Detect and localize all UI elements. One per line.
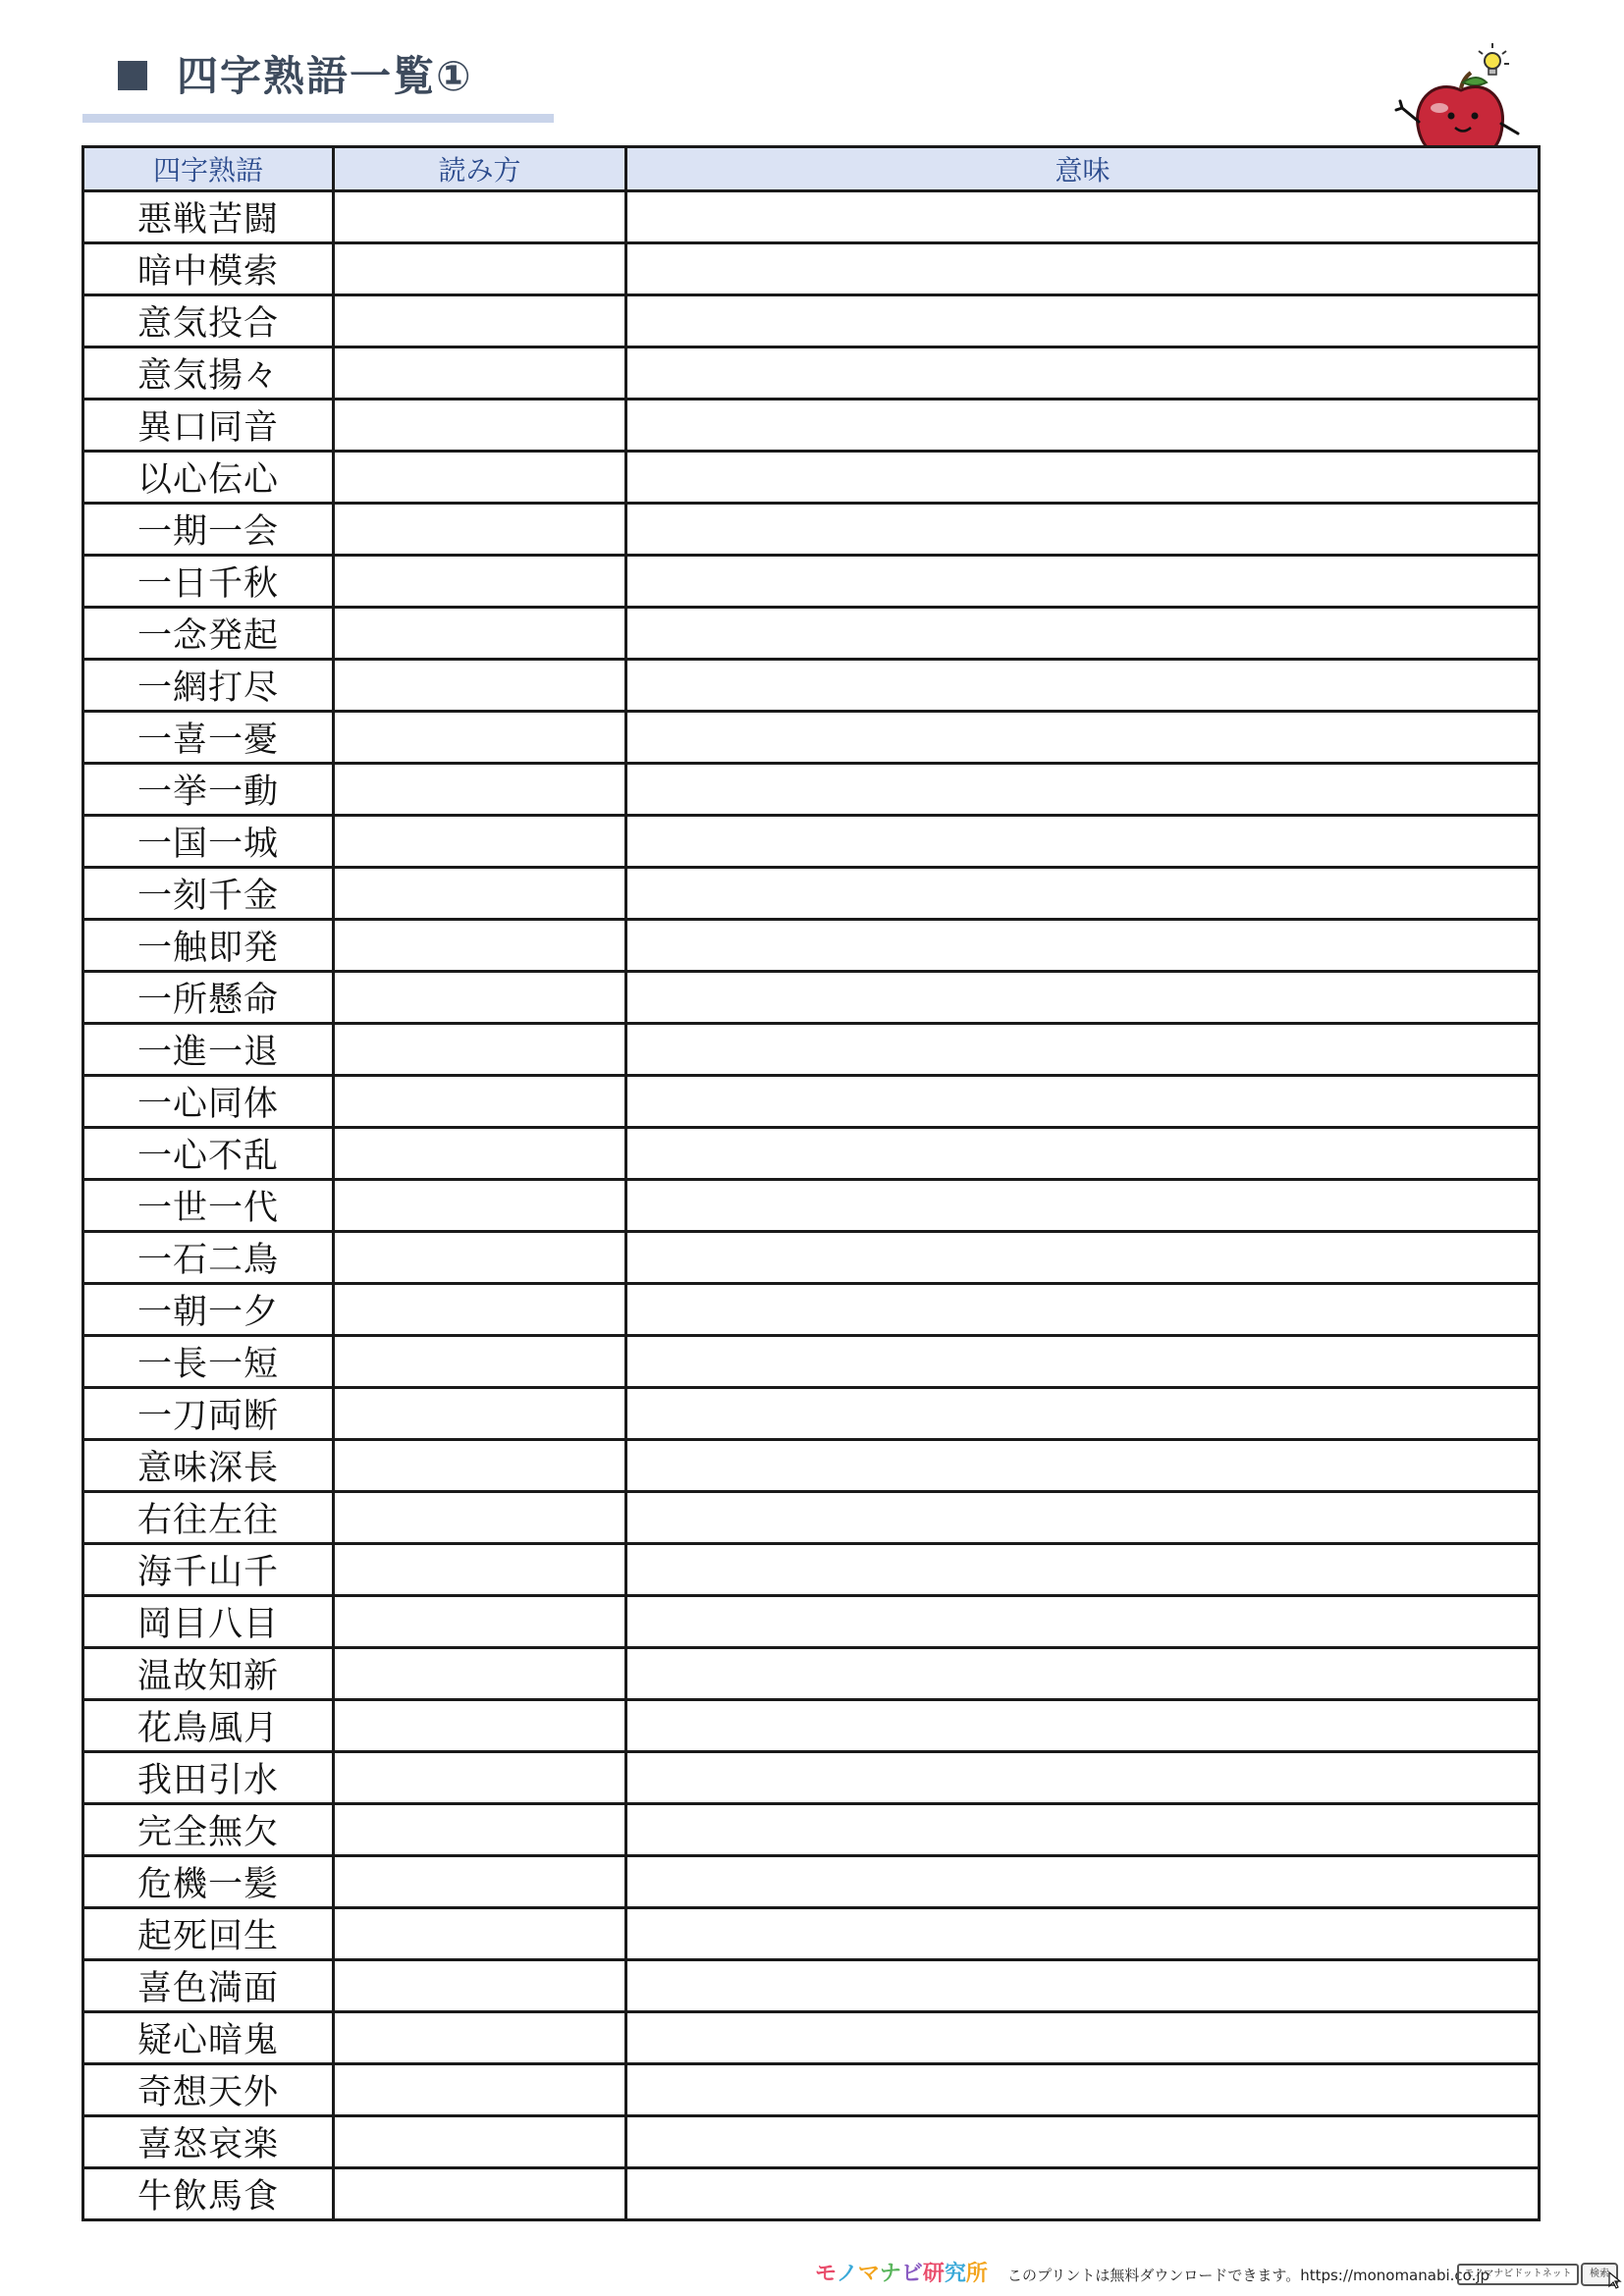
reading-cell: [334, 556, 626, 608]
mouse-cursor-icon: [1608, 2271, 1622, 2289]
table-row: [83, 243, 1540, 295]
table-row: [83, 608, 1540, 660]
table-row: [83, 295, 1540, 347]
idiom-cell: 一朝一夕: [83, 1284, 334, 1336]
idiom-cell: 牛飲馬食: [83, 2168, 334, 2220]
meaning-cell: [626, 452, 1540, 504]
table-row: [83, 400, 1540, 452]
meaning-cell: [626, 2064, 1540, 2116]
reading-cell: [334, 972, 626, 1024]
reading-cell: [334, 2116, 626, 2168]
brand-logo-char: ノ: [836, 2262, 858, 2286]
reading-cell: [334, 1804, 626, 1856]
meaning-cell: [626, 1336, 1540, 1388]
table-row: [83, 868, 1540, 920]
table-row: [83, 2064, 1540, 2116]
meaning-cell: [626, 1804, 1540, 1856]
reading-cell: [334, 920, 626, 972]
header-reading: 読み方: [334, 147, 626, 191]
meaning-cell: [626, 295, 1540, 347]
table-row: [83, 2012, 1540, 2064]
table-row: [83, 2168, 1540, 2220]
header-word: 四字熟語: [83, 147, 334, 191]
table-row: [83, 1544, 1540, 1596]
idiom-cell: 起死回生: [83, 1908, 334, 1960]
idiom-cell: 意気揚々: [83, 347, 334, 400]
idiom-cell: 一国一城: [83, 816, 334, 868]
meaning-cell: [626, 712, 1540, 764]
reading-cell: [334, 2168, 626, 2220]
table-row: [83, 1336, 1540, 1388]
reading-cell: [334, 2064, 626, 2116]
idiom-cell: 意気投合: [83, 295, 334, 347]
reading-cell: [334, 712, 626, 764]
table-row: [83, 712, 1540, 764]
table-row: [83, 1492, 1540, 1544]
reading-cell: [334, 400, 626, 452]
table-row: [83, 1232, 1540, 1284]
idiom-cell: 我田引水: [83, 1752, 334, 1804]
table-row: [83, 1440, 1540, 1492]
meaning-cell: [626, 1076, 1540, 1128]
reading-cell: [334, 1440, 626, 1492]
reading-cell: [334, 1960, 626, 2012]
meaning-cell: [626, 1440, 1540, 1492]
idiom-cell: 一日千秋: [83, 556, 334, 608]
meaning-cell: [626, 504, 1540, 556]
brand-logo: [815, 2260, 988, 2289]
page-header: [82, 49, 564, 124]
table-row: [83, 660, 1540, 712]
reading-cell: [334, 1700, 626, 1752]
meaning-cell: [626, 972, 1540, 1024]
idiom-cell: 奇想天外: [83, 2064, 334, 2116]
meaning-cell: [626, 2168, 1540, 2220]
table-row: [83, 1596, 1540, 1648]
idiom-cell: 意味深長: [83, 1440, 334, 1492]
meaning-cell: [626, 608, 1540, 660]
meaning-cell: [626, 400, 1540, 452]
meaning-cell: [626, 1960, 1540, 2012]
title-underline: [82, 114, 554, 123]
idiom-table: [81, 145, 1541, 2221]
meaning-cell: [626, 1388, 1540, 1440]
table-row: [83, 920, 1540, 972]
reading-cell: [334, 764, 626, 816]
meaning-cell: [626, 1128, 1540, 1180]
meaning-cell: [626, 660, 1540, 712]
meaning-cell: [626, 1284, 1540, 1336]
table-row: [83, 1700, 1540, 1752]
table-row: [83, 1960, 1540, 2012]
idiom-cell: 一刻千金: [83, 868, 334, 920]
table-row: [83, 972, 1540, 1024]
brand-logo-char: 所: [965, 2262, 988, 2286]
idiom-cell: 悪戦苦闘: [83, 191, 334, 243]
reading-cell: [334, 1128, 626, 1180]
reading-cell: [334, 243, 626, 295]
table-row: [83, 556, 1540, 608]
table-header-row: [83, 147, 1540, 191]
page-title: 四字熟語一覧①: [177, 52, 473, 100]
table-row: [83, 764, 1540, 816]
brand-logo-char: 究: [944, 2262, 966, 2286]
search-input[interactable]: モノマナビドットネット: [1457, 2264, 1579, 2285]
meaning-cell: [626, 347, 1540, 400]
reading-cell: [334, 1024, 626, 1076]
idiom-cell: 右往左往: [83, 1492, 334, 1544]
table-row: [83, 816, 1540, 868]
idiom-cell: 一網打尽: [83, 660, 334, 712]
idiom-cell: 喜色満面: [83, 1960, 334, 2012]
reading-cell: [334, 2012, 626, 2064]
meaning-cell: [626, 868, 1540, 920]
reading-cell: [334, 660, 626, 712]
table-row: [83, 191, 1540, 243]
search-button[interactable]: 検索: [1581, 2263, 1618, 2286]
idiom-cell: 一喜一憂: [83, 712, 334, 764]
meaning-cell: [626, 1752, 1540, 1804]
meaning-cell: [626, 2116, 1540, 2168]
reading-cell: [334, 1752, 626, 1804]
idiom-cell: 一世一代: [83, 1180, 334, 1232]
reading-cell: [334, 868, 626, 920]
idiom-cell: 完全無欠: [83, 1804, 334, 1856]
reading-cell: [334, 452, 626, 504]
header-meaning: 意味: [626, 147, 1540, 191]
reading-cell: [334, 295, 626, 347]
meaning-cell: [626, 1908, 1540, 1960]
reading-cell: [334, 1284, 626, 1336]
table-row: [83, 1804, 1540, 1856]
idiom-cell: 喜怒哀楽: [83, 2116, 334, 2168]
reading-cell: [334, 1596, 626, 1648]
idiom-cell: 岡目八目: [83, 1596, 334, 1648]
meaning-cell: [626, 1596, 1540, 1648]
brand-logo-char: ナ: [879, 2262, 901, 2286]
table-row: [83, 452, 1540, 504]
idiom-cell: 一念発起: [83, 608, 334, 660]
table-row: [83, 1076, 1540, 1128]
reading-cell: [334, 504, 626, 556]
idiom-cell: 一触即発: [83, 920, 334, 972]
reading-cell: [334, 1908, 626, 1960]
table-row: [83, 347, 1540, 400]
reading-cell: [334, 1492, 626, 1544]
meaning-cell: [626, 1492, 1540, 1544]
table-row: [83, 504, 1540, 556]
idiom-cell: 危機一髪: [83, 1856, 334, 1908]
meaning-cell: [626, 1544, 1540, 1596]
idiom-cell: 花鳥風月: [83, 1700, 334, 1752]
meaning-cell: [626, 1024, 1540, 1076]
meaning-cell: [626, 1232, 1540, 1284]
idiom-cell: 一進一退: [83, 1024, 334, 1076]
reading-cell: [334, 1856, 626, 1908]
meaning-cell: [626, 1856, 1540, 1908]
reading-cell: [334, 816, 626, 868]
table-row: [83, 1752, 1540, 1804]
meaning-cell: [626, 191, 1540, 243]
brand-logo-char: モ: [815, 2262, 837, 2286]
lightbulb-icon: [1479, 43, 1509, 75]
table-row: [83, 1648, 1540, 1700]
meaning-cell: [626, 243, 1540, 295]
idiom-cell: 一長一短: [83, 1336, 334, 1388]
meaning-cell: [626, 1648, 1540, 1700]
idiom-cell: 一挙一動: [83, 764, 334, 816]
table-row: [83, 1388, 1540, 1440]
reading-cell: [334, 1076, 626, 1128]
download-notice: このプリントは無料ダウンロードできます。https://monomanabi.co.jp: [1007, 2267, 1490, 2284]
reading-cell: [334, 1336, 626, 1388]
idiom-cell: 一心不乱: [83, 1128, 334, 1180]
meaning-cell: [626, 2012, 1540, 2064]
table-row: [83, 1024, 1540, 1076]
idiom-cell: 一期一会: [83, 504, 334, 556]
page-footer: [815, 2260, 1620, 2291]
table-row: [83, 1128, 1540, 1180]
idiom-cell: 暗中模索: [83, 243, 334, 295]
brand-logo-char: ビ: [900, 2262, 923, 2286]
idiom-cell: 海千山千: [83, 1544, 334, 1596]
table-row: [83, 2116, 1540, 2168]
brand-logo-char: マ: [857, 2262, 880, 2286]
idiom-cell: 温故知新: [83, 1648, 334, 1700]
brand-logo-char: 研: [922, 2262, 945, 2286]
idiom-cell: 一心同体: [83, 1076, 334, 1128]
reading-cell: [334, 608, 626, 660]
square-bullet-icon: [118, 61, 147, 90]
idiom-cell: 疑心暗鬼: [83, 2012, 334, 2064]
idiom-cell: 一所懸命: [83, 972, 334, 1024]
meaning-cell: [626, 764, 1540, 816]
table-row: [83, 1856, 1540, 1908]
reading-cell: [334, 191, 626, 243]
meaning-cell: [626, 556, 1540, 608]
table-row: [83, 1180, 1540, 1232]
idiom-cell: 一石二鳥: [83, 1232, 334, 1284]
reading-cell: [334, 1388, 626, 1440]
reading-cell: [334, 1232, 626, 1284]
reading-cell: [334, 1648, 626, 1700]
meaning-cell: [626, 1180, 1540, 1232]
idiom-cell: 異口同音: [83, 400, 334, 452]
table-row: [83, 1284, 1540, 1336]
table-row: [83, 1908, 1540, 1960]
meaning-cell: [626, 1700, 1540, 1752]
meaning-cell: [626, 920, 1540, 972]
meaning-cell: [626, 816, 1540, 868]
idiom-cell: 以心伝心: [83, 452, 334, 504]
reading-cell: [334, 1180, 626, 1232]
reading-cell: [334, 347, 626, 400]
idiom-cell: 一刀両断: [83, 1388, 334, 1440]
reading-cell: [334, 1544, 626, 1596]
